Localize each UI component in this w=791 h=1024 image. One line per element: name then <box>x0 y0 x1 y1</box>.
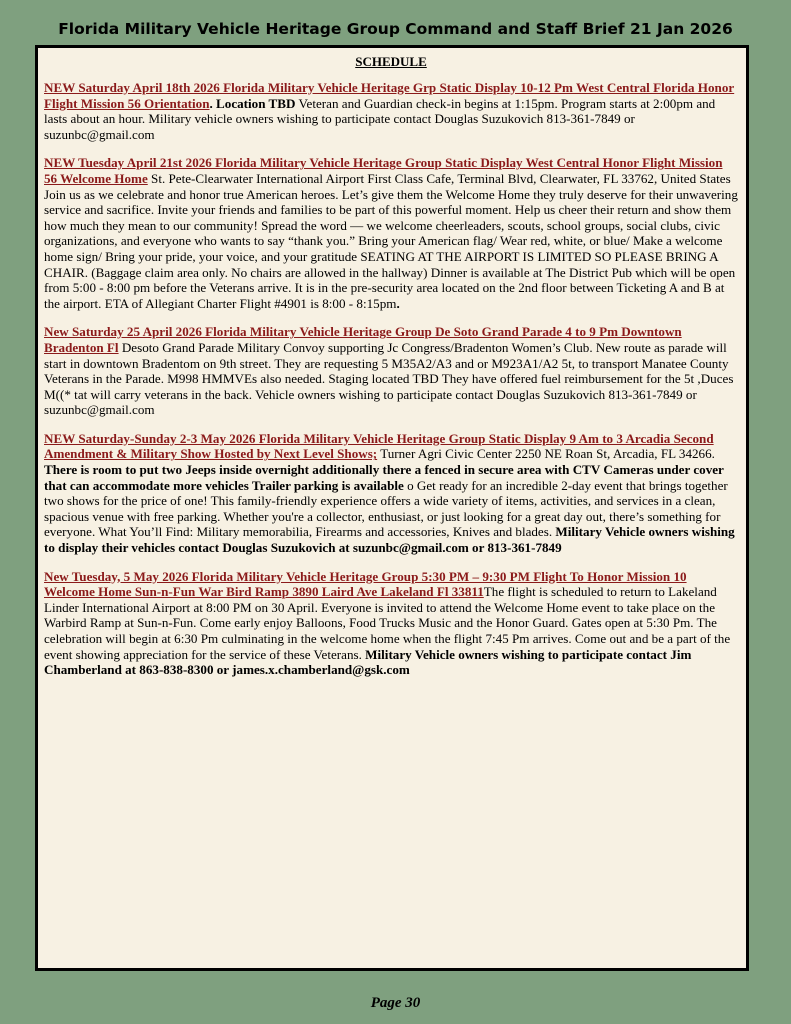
schedule-entry <box>44 155 738 311</box>
entry-body-text: The flight is scheduled to return to Lakeland Linder International Airport at 8:00 PM on 30 April. Everyone is invited to attend the Welcome Home event to take place on the Warbird Ramp at Sun-n-Fun. Come early enjoy Balloons, Food Trucks Music and the Honor Guard. Gates open at 5:30 Pm. The celebration will begin at 6:30 Pm culminating in the welcome home when the flight 7:45 Pm arrives. Come out and be a part of the event showing appreciation for the service of these Veterans. <box>44 584 731 662</box>
entry-headline[interactable]: New Tuesday, 5 May 2026 Florida Military Vehicle Heritage Group 5:30 PM – 9:30 PM Flight To Honor Mission 10 Welcome Home Sun-n-Fun War Bird Ramp 3890 Laird Ave Lakeland Fl 33811 <box>44 568 687 600</box>
entry-body-text: Desoto Grand Parade Military Convoy supporting Jc Congress/Bradenton Women’s Club. New route as parade will start in downtown Bradentom on 9th street. They are requesting 5 M35A2/A3 and or M923A1/A2 5t, to transport Manatee County Veterans in the Parade. M998 HMMVEs also needed. Staging located TBD They have offered fuel reimbursement for the 5t ,Duces M((* tat will carry veterans in the back. Vehicle owners wishing to participate contact Douglas Suzukovich 813-361-7849 or suzunbc@gmail.com <box>44 339 734 418</box>
schedule-entry <box>44 569 738 678</box>
entry-body-text: Veteran and Guardian check-in begins at 1:15pm. Program starts at 2:00pm and lasts about an hour. Military vehicle owners wishing to participate contact Douglas Suzukovich 813-361-7849 or suzunbc@gmail.com <box>44 95 716 142</box>
entry-bold-text: There is room to put two Jeeps inside overnight additionally there a fenced in secure area with CTV Cameras under cover that can accommodate more vehicles Trailer parking is available <box>44 462 724 493</box>
entry-bold-text: . Location TBD <box>209 95 296 111</box>
entry-body-text: St. Pete-Clearwater International Airport First Class Cafe, Terminal Blvd, Clearwater, FL 33762, United States Join us as we celebrate and honor true American heroes. Let’s give them the Welcome Home they truly deserve for their unwavering service and sacrifice. Invite your friends and families to be part of this powerful moment. Help us cheer their return and show them how much they mean to our community! Spread the word — we welcome cheerleaders, scouts, school groups, social clubs, civic organizations, and everyone who wants to say “thank you.” Bring your American flag/ Wear red, white, or blue/ Make a welcome home sign/ Bring your pride, your voice, and your gratitude SEATING AT THE AIRPORT IS LIMITED SO PLEASE BRING A CHAIR. (Baggage claim area only. No chairs are allowed in the hallway) Dinner is available at The District Pub which will be open from 5:00 - 8:00 pm before the Veterans arrive. It is in the pre-security area located on the 2nd floor between Ticketing A and B at the airport. ETA of Allegiant Charter Flight #4901 is 8:00 - 8:15pm <box>44 170 738 311</box>
page-number: Page 30 <box>370 995 421 1011</box>
schedule-entry <box>44 80 738 142</box>
entry-body-text: o Get ready for an incredible 2-day event that brings together two shows for the price of one! This family-friendly experience offers a wide variety of items, activities, and services in a clean, spacious venue with free parking. Whether you're a collector, enthusiast, or just looking for a great day out, there’s something for everyone. What You’ll Find: Military memorabilia, Firearms and accessories, Knives and blades. <box>44 477 728 540</box>
entry-bold-text: Military Vehicle owners wishing to display their vehicles contact Douglas Suzukovich at suzunbc@gmail.com or 813-361-7849 <box>44 524 735 556</box>
schedule-title: SCHEDULE <box>355 54 427 69</box>
entry-headline[interactable]: NEW Saturday-Sunday 2-3 May 2026 Florida Military Vehicle Heritage Group Static Display 9 Am to 3 Arcadia Second Amendment & Military Show Hosted by Next Level Shows; <box>44 430 714 462</box>
entry-headline[interactable]: NEW Saturday April 18th 2026 Florida Military Vehicle Heritage Grp Static Display 10-12 Pm West Central Florida Honor Flight Mission 56 Orientation <box>44 80 735 111</box>
entry-bold-text: . <box>396 295 400 311</box>
entry-bold-text: Military Vehicle owners wishing to participate contact Jim Chamberland at 863-838-8300 or james.x.chamberland@gsk.com <box>44 646 692 678</box>
schedule-entry <box>44 431 738 556</box>
schedule-entry <box>44 324 738 418</box>
entry-headline[interactable]: NEW Tuesday April 21st 2026 Florida Military Vehicle Heritage Group Static Display West Central Honor Flight Mission 56 Welcome Home <box>44 155 723 186</box>
page-header-title: Florida Military Vehicle Heritage Group Command and Staff Brief 21 Jan 2026 <box>58 20 733 38</box>
entry-body-text: Turner Agri Civic Center 2250 NE Roan St, Arcadia, FL 34266. <box>377 446 715 462</box>
schedule-panel <box>35 45 749 971</box>
entry-headline[interactable]: New Saturday 25 April 2026 Florida Military Vehicle Heritage Group De Soto Grand Parade 4 to 9 Pm Downtown Bradenton Fl <box>44 324 682 355</box>
